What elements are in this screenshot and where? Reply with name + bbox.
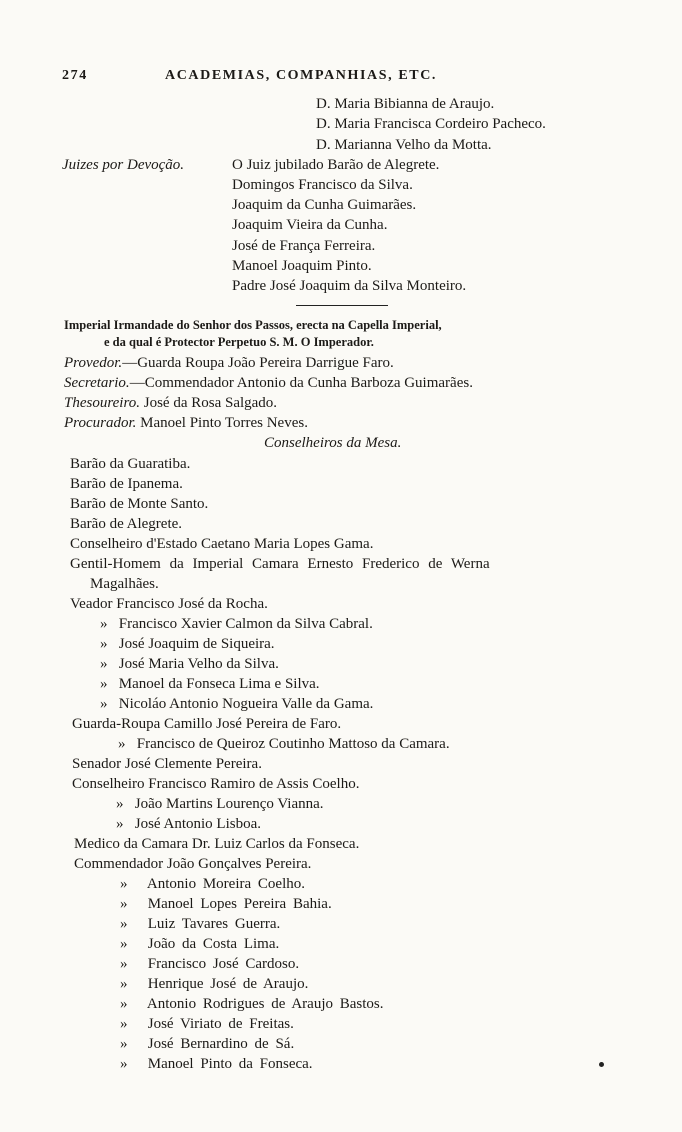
juiz-name: Manoel Joaquim Pinto.: [232, 258, 372, 274]
juiz-name: Domingos Francisco da Silva.: [232, 177, 413, 193]
member-line: » Antonio Moreira Coelho.: [120, 876, 305, 892]
officer-name: Manoel Pinto Torres Neves.: [136, 415, 308, 431]
juiz-name: Joaquim da Cunha Guimarães.: [232, 197, 417, 213]
officer-role: Provedor.: [64, 355, 123, 371]
member-line: Senador José Clemente Pereira.: [72, 756, 262, 772]
officer-name: José da Rosa Salgado.: [139, 395, 278, 411]
officer-thesoureiro: [64, 394, 277, 413]
member-line: » Luiz Tavares Guerra.: [120, 916, 281, 932]
juizes-first: O Juiz jubilado Barão de Alegrete.: [232, 157, 440, 173]
member-line: » José Antonio Lisboa.: [116, 816, 261, 832]
member-line: » Manoel da Fonseca Lima e Silva.: [100, 676, 320, 692]
member-line: Gentil-Homem da Imperial Camara Ernesto Frederico de Werna: [70, 556, 490, 572]
member-line: » Francisco de Queiroz Coutinho Mattoso da Camara.: [118, 736, 450, 752]
member-line: Medico da Camara Dr. Luiz Carlos da Fonseca.: [74, 836, 360, 852]
member-line: Commendador João Gonçalves Pereira.: [74, 856, 312, 872]
member-line: » João da Costa Lima.: [120, 936, 280, 952]
ink-speck: [599, 1062, 604, 1067]
juizes-label: Juizes por Devoção.: [62, 157, 185, 173]
member-line: » Francisco José Cardoso.: [120, 956, 300, 972]
irmandade-title-line2: e da qual é Protector Perpetuo S. M. O Imperador.: [104, 335, 374, 349]
member-line: » Manoel Lopes Pereira Bahia.: [120, 896, 332, 912]
member-line: » José Joaquim de Siqueira.: [100, 636, 275, 652]
member-line: Guarda-Roupa Camillo José Pereira de Faro.: [72, 716, 342, 732]
juiz-name: José de França Ferreira.: [232, 238, 376, 254]
member-line: » José Bernardino de Sá.: [120, 1036, 295, 1052]
officer-role: Thesoureiro.: [64, 395, 140, 411]
member-line: » Nicoláo Antonio Nogueira Valle da Gama.: [100, 696, 374, 712]
member-line: » José Viriato de Freitas.: [120, 1016, 294, 1032]
officer-name: —Guarda Roupa João Pereira Darrigue Faro.: [122, 355, 394, 371]
page-number: 274: [62, 68, 88, 83]
member-line: Barão de Ipanema.: [70, 476, 183, 492]
member-line: » João Martins Lourenço Vianna.: [116, 796, 324, 812]
top-list-item: D. Marianna Velho da Motta.: [316, 137, 492, 153]
running-title: ACADEMIAS, COMPANHIAS, ETC.: [165, 68, 438, 83]
officer-role: Procurador.: [64, 415, 137, 431]
section-divider: [296, 305, 388, 306]
member-line: Barão da Guaratiba.: [70, 456, 191, 472]
member-line: Conselheiro Francisco Ramiro de Assis Coelho.: [72, 776, 360, 792]
member-line: Conselheiro d'Estado Caetano Maria Lopes Gama.: [70, 536, 374, 552]
member-line: Magalhães.: [90, 576, 159, 592]
member-line: » Francisco Xavier Calmon da Silva Cabral.: [100, 616, 373, 632]
officer-role: Secretario.: [64, 375, 130, 391]
member-line: Barão de Alegrete.: [70, 516, 183, 532]
member-line: Veador Francisco José da Rocha.: [70, 596, 268, 612]
irmandade-title-line1: Imperial Irmandade do Senhor dos Passos, erecta na Capella Imperial,: [64, 318, 442, 332]
officer-name: —Commendador Antonio da Cunha Barboza Guimarães.: [129, 375, 473, 391]
member-line: » Henrique José de Araujo.: [120, 976, 309, 992]
officer-provedor: [64, 354, 394, 373]
officer-procurador: [64, 414, 308, 433]
officer-secretario: [64, 374, 473, 393]
top-list-item: D. Maria Francisca Cordeiro Pacheco.: [316, 116, 546, 132]
juiz-name: Joaquim Vieira da Cunha.: [232, 217, 388, 233]
member-line: » Manoel Pinto da Fonseca.: [120, 1056, 313, 1072]
conselheiros-heading: Conselheiros da Mesa.: [264, 435, 402, 451]
juiz-name: Padre José Joaquim da Silva Monteiro.: [232, 278, 467, 294]
top-list-item: D. Maria Bibianna de Araujo.: [316, 96, 495, 112]
member-line: Barão de Monte Santo.: [70, 496, 209, 512]
member-line: » José Maria Velho da Silva.: [100, 656, 279, 672]
member-line: » Antonio Rodrigues de Araujo Bastos.: [120, 996, 384, 1012]
